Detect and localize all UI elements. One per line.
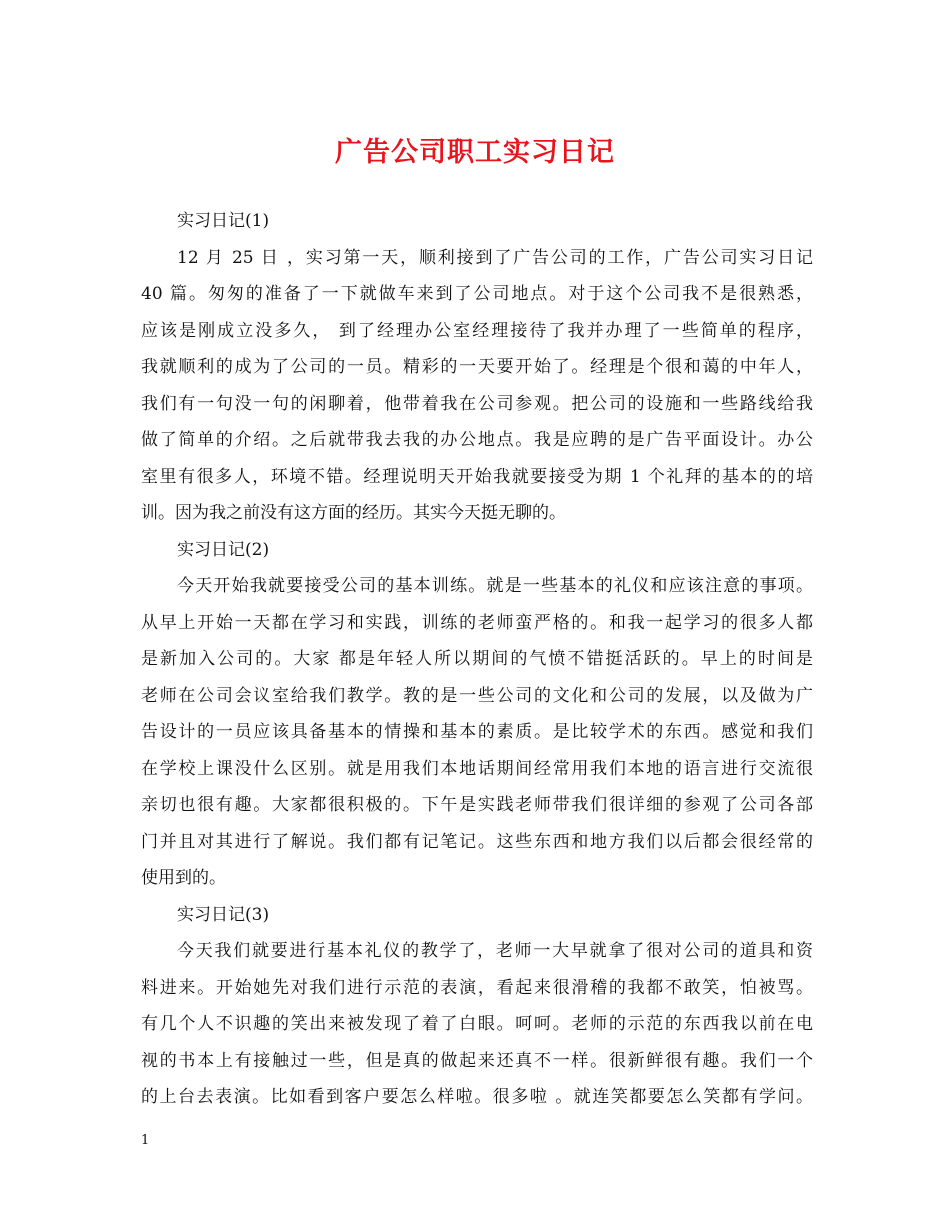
paragraph-line: 视的书本上有接触过一些，但是真的做起来还真不一样。很新鲜很有趣。我们一个: [141, 1050, 813, 1071]
paragraph-line: 是新加入公司的。大家 都是年轻人所以期间的气愤不错挺活跃的。早上的时间是: [141, 649, 813, 669]
paragraph-line: 12 月 25 日 ，实习第一天，顺利接到了广告公司的工作，广告公司实习日记: [177, 247, 813, 268]
paragraph-line: 的上台去表演。比如看到客户要怎么样啦。很多啦 。就连笑都要怎么笑都有学问。: [141, 1087, 813, 1107]
paragraph-line: 告设计的一员应该具备基本的情操和基本的素质。是比较学术的东西。感觉和我们: [141, 722, 813, 742]
section-heading: 实习日记(1): [177, 211, 270, 231]
paragraph-line: 我就顺利的成为了公司的一员。精彩的一天要开始了。经理是个很和蔼的中年人，: [141, 357, 813, 377]
paragraph-line: 亲切也很有趣。大家都很积极的。下午是实践老师带我们很详细的参观了公司各部: [141, 795, 813, 815]
paragraph-line: 训。因为我之前没有这方面的经历。其实今天挺无聊的。: [141, 503, 566, 523]
paragraph-line: 做了简单的介绍。之后就带我去我的办公地点。我是应聘的是广告平面设计。办公: [141, 430, 813, 450]
paragraph-line: 从早上开始一天都在学习和实践，训练的老师蛮严格的。和我一起学习的很多人都: [141, 612, 813, 633]
paragraph-line: 应该是刚成立没多久， 到了经理办公室经理接待了我并办理了一些简单的程序，: [141, 320, 813, 341]
paragraph-line: 使用到的。: [141, 868, 226, 888]
paragraph-line: 料进来。开始她先对我们进行示范的表演，看起来很滑稽的我都不敢笑，怕被骂。: [141, 977, 813, 998]
paragraph-line: 今天开始我就要接受公司的基本训练。就是一些基本的礼仪和应该注意的事项。: [177, 576, 813, 596]
paragraph-line: 在学校上课没什么区别。就是用我们本地话期间经常用我们本地的语言进行交流很: [141, 758, 813, 779]
paragraph-line: 门并且对其进行了解说。我们都有记笔记。这些东西和地方我们以后都会很经常的: [141, 831, 813, 852]
paragraph-line: 我们有一句没一句的闲聊着，他带着我在公司参观。把公司的设施和一些路线给我: [141, 393, 813, 414]
paragraph-line: 老师在公司会议室给我们教学。教的是一些公司的文化和公司的发展，以及做为广: [141, 685, 813, 706]
document-title: 广告公司职工实习日记: [335, 137, 615, 168]
section-heading: 实习日记(2): [177, 539, 270, 560]
page-number: 1: [141, 1133, 150, 1148]
paragraph-line: 室里有很多人，环境不错。经理说明天开始我就要接受为期 1 个礼拜的基本的的培: [141, 466, 813, 487]
section-heading: 实习日记(3): [177, 904, 270, 925]
paragraph-line: 有几个人不识趣的笑出来被发现了着了白眼。呵呵。老师的示范的东西我以前在电: [141, 1014, 813, 1034]
paragraph-line: 今天我们就要进行基本礼仪的教学了，老师一大早就拿了很对公司的道具和资: [177, 941, 813, 961]
document-body: [141, 203, 813, 1116]
paragraph-line: 40 篇。匆匆的准备了一下就做车来到了公司地点。对于这个公司我不是很熟悉，: [141, 284, 813, 304]
